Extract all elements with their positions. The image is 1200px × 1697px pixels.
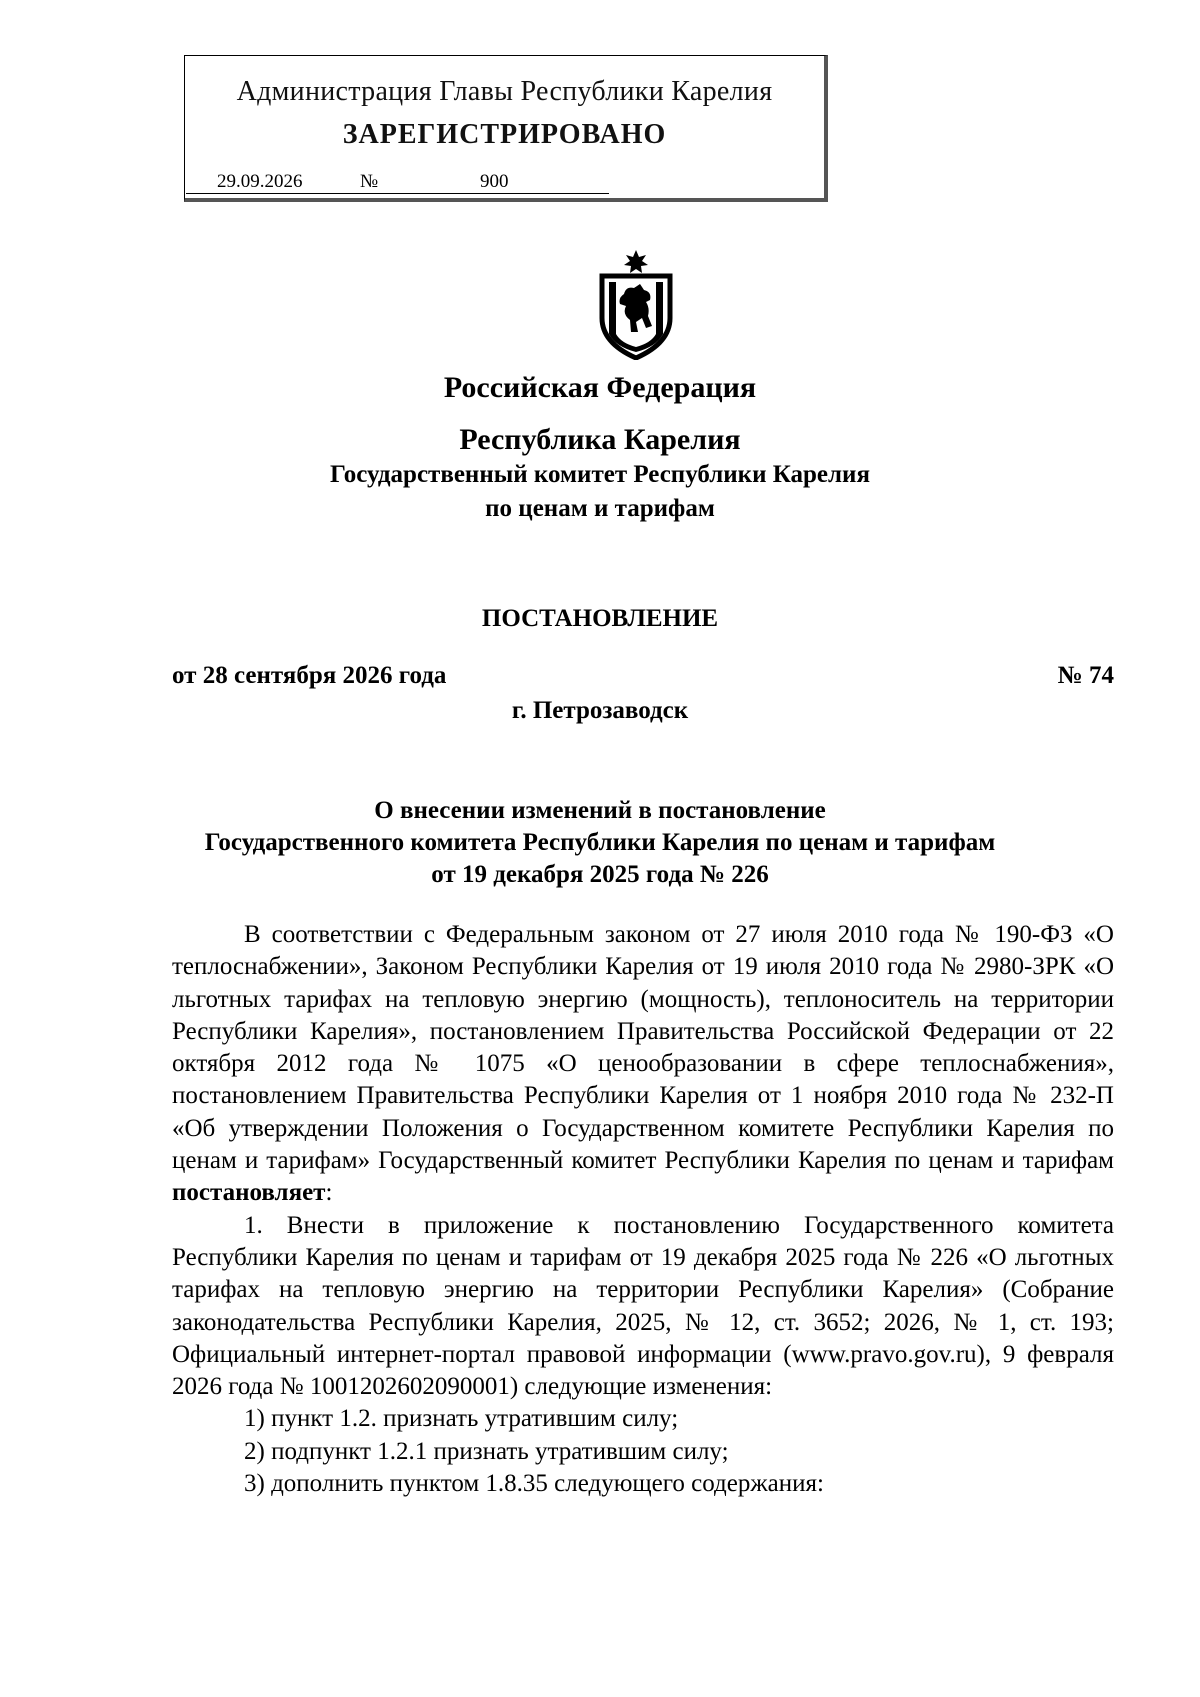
- stamp-date: 29.09.2026: [217, 171, 303, 192]
- karelia-coat-of-arms-icon: [596, 248, 676, 360]
- document-body: [172, 919, 1114, 1500]
- stamp-number: 900: [480, 171, 509, 192]
- resolves-word: постановляет: [172, 1179, 326, 1207]
- document-title: [0, 795, 1200, 891]
- title-line-2: Государственного комитета Республики Карелия по ценам и тарифам: [204, 829, 996, 856]
- header-committee-line2: по ценам и тарифам: [485, 495, 715, 522]
- stamp-number-sign: №: [360, 171, 379, 192]
- item-1: 1. Внести в приложение к постановлению Государственного комитета Республики Карелия по ценам и тарифам от 19 декабря 2025 года № 226 «О льготных тарифах на тепловую энергию на территории Республики Карелия» (Собрание законодательства Республики Карелия, 2025, № 12, ст. 3652; 2026, № 1, ст. 193; Официальный интернет-портал правовой информации (www.pravo.gov.ru), 9 февраля 2026 года № 1001202602090001) следующие изменения:: [172, 1211, 1114, 1401]
- stamp-administration: Администрация Главы Республики Карелия: [236, 76, 773, 107]
- sub-item-3: 3) дополнить пунктом 1.8.35 следующего содержания:: [244, 1470, 824, 1498]
- header-committee: Государственный комитет Республики Карелия: [330, 461, 870, 488]
- document-number: № 74: [1057, 662, 1114, 689]
- preamble-text: В соответствии с Федеральным законом от 27 июля 2010 года № 190-ФЗ «О теплоснабжении», Законом Республики Карелия от 19 июля 2010 года № 2980-ЗРК «О льготных тарифах на тепловую энергию (мощность), теплоноситель на территории Республики Карелия», постановлением Правительства Российской Федерации от 22 октября 2012 года № 1075 «О ценообразовании в сфере теплоснабжения», постановлением Правительства Республики Карелия от 1 ноября 2010 года № 232-П «Об утверждении Положения о Государственном комитете Республики Карелия по ценам и тарифам» Государственный комитет Республики Карелия по ценам и тарифам: [172, 921, 1114, 1175]
- header-republic: Республика Карелия: [459, 423, 741, 456]
- header-federation: Российская Федерация: [443, 371, 757, 404]
- preamble-paragraph: [172, 919, 1114, 1210]
- stamp-underline: [186, 193, 609, 194]
- sub-item-2: 2) подпункт 1.2.1 признать утратившим силу;: [244, 1437, 729, 1465]
- sub-item-1: 1) пункт 1.2. признать утратившим силу;: [244, 1405, 679, 1433]
- document-type: ПОСТАНОВЛЕНИЕ: [481, 605, 719, 632]
- document-date: от 28 сентября 2026 года: [172, 662, 447, 689]
- document-city: г. Петрозаводск: [511, 697, 689, 724]
- stamp-registered: ЗАРЕГИСТРИРОВАНО: [342, 119, 667, 150]
- title-line-1: О внесении изменений в постановление: [374, 797, 826, 824]
- resolves-colon: :: [325, 1179, 333, 1207]
- title-line-3: от 19 декабря 2025 года № 226: [431, 861, 769, 888]
